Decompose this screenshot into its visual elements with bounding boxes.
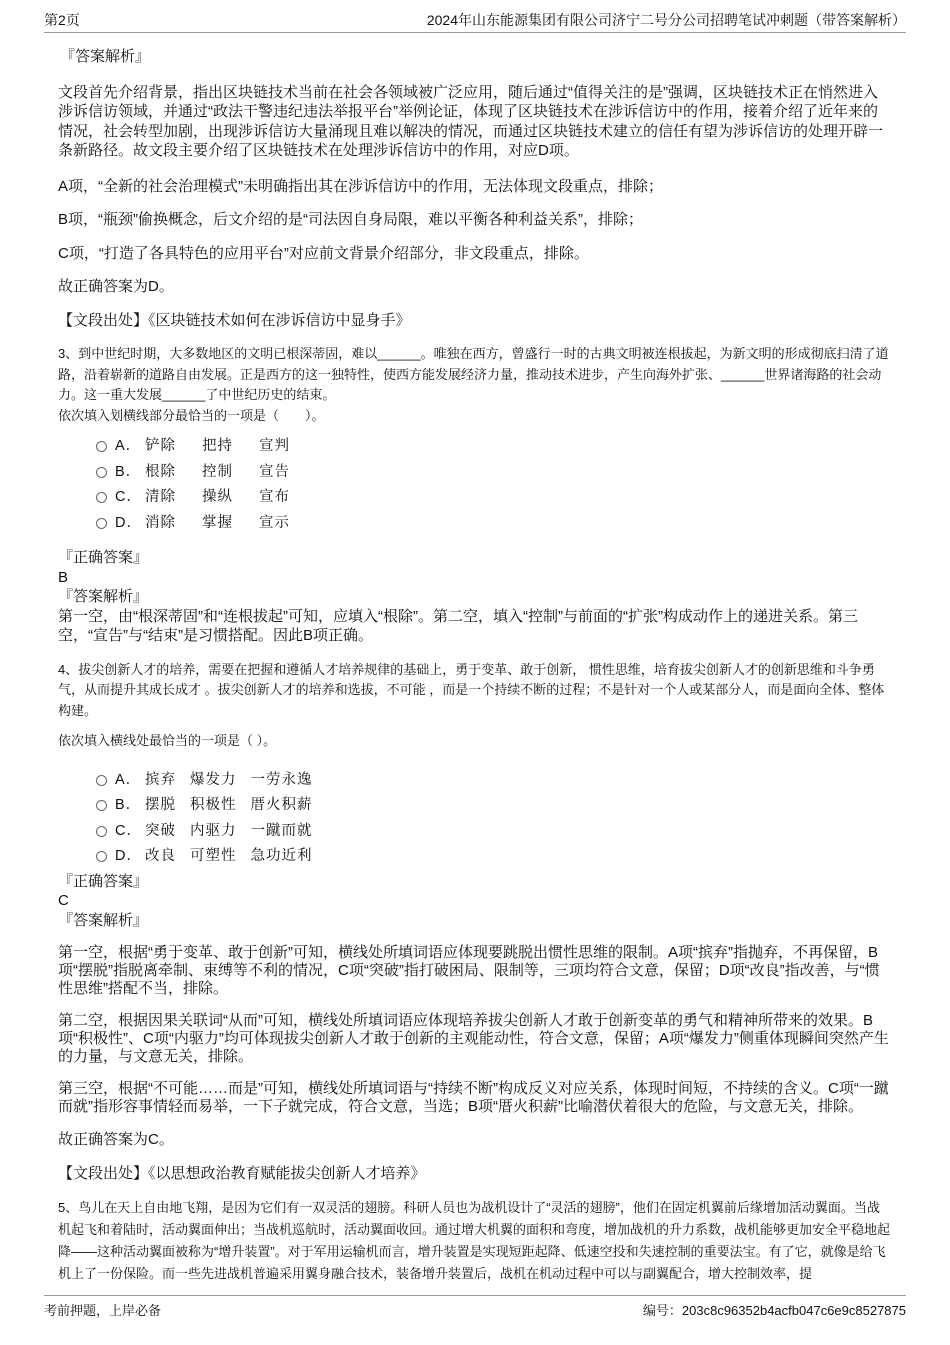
option-word: 突破 [145,822,176,839]
option-word: 摈弃 [145,771,176,788]
option-word: 铲除 [145,438,176,455]
option-key: B． [115,463,142,480]
conclusion: 故正确答案为D。 [58,278,174,295]
analysis-label: 『答案解析』 [60,48,151,65]
option-word: 爆发力 [190,771,237,788]
option-d[interactable] [96,842,890,868]
option-key: C． [115,489,142,506]
option-word: 消除 [145,514,176,531]
analysis-paragraph-2: 第二空，根据因果关联词“从而”可知，横线处所填词语应体现培养拔尖创新人才敢于创新变革的勇气和精神所带来的效果。B项“积极性”、C项“内驱力”均可体现拔尖创新人才敢于创新的主观能动性，符合文意，保留；A项“爆发力”侧重体现瞬间突然产生的力量，与文意无关，排除。 [58,1012,889,1065]
option-key: A． [115,771,142,788]
radio-button[interactable] [96,492,107,503]
correct-answer: B [58,568,69,586]
option-word: 改良 [145,848,176,865]
option-word: 根除 [145,463,176,480]
radio-button[interactable] [96,441,107,452]
question-4-stem: 4、拔尖创新人才的培养，需要在把握和遵循人才培养规律的基础上，勇于变革、敢于创新， 惯性思维，培育拔尖创新人才的创新思维和斗争勇气，从而提升其成长成才 。拔尖创新人才的培养和选拔，不可能 ，而是一个持续不断的过程；不是针对一个人或某部分人，而是面向全体、整体构建。 [58,661,885,718]
question-3-options [96,432,890,534]
option-key: B． [115,797,142,814]
option-d[interactable] [96,509,890,535]
analysis-text: 文段首先介绍背景，指出区块链技术当前在社会各领域被广泛应用，随后通过“值得关注的是”强调，区块链技术正在悄然进入涉诉信访领域，并通过“政法干警违纪违法举报平台”举例论证，体现了区块链技术在涉诉信访中的作用，接着介绍了近年来的情况，社会转型加剧，出现涉诉信访大量涌现且难以解决的情况，而通过区块链技术建立的信任有望为涉诉信访的处理开辟一条新路径。故文段主要介绍了区块链技术在处理涉诉信访中的作用，对应D项。 [58,83,884,159]
option-word: 操纵 [202,489,233,506]
option-word: 宣判 [259,438,290,455]
option-word: 一蹴而就 [250,822,313,839]
option-c[interactable] [96,483,890,509]
source: 【文段出处】《以思想政治教育赋能拔尖创新人才培养》 [58,1164,426,1182]
conclusion: 故正确答案为C。 [58,1131,174,1148]
radio-button[interactable] [96,775,107,786]
option-key: D． [115,514,142,531]
document-title: 2024年山东能源集团有限公司济宁二号分公司招聘笔试冲刺题（带答案解析） [426,12,906,28]
document-body [44,47,906,1285]
radio-button[interactable] [96,800,107,811]
page-header [44,0,906,33]
question-3-stem: 3、到中世纪时期，大多数地区的文明已根深蒂固，难以______。唯独在西方，曾盛行一时的古典文明被连根拔起，为新文明的形成彻底扫清了道路，沿着崭新的道路自由发展。正是西方的这一独特性，使西方能发展经济力量，推动技术进步，产生向海外扩张、______世界诸海路的社会动力。这一重大发展______了中世纪历史的结束。 [58,346,889,402]
correct-answer: C [58,892,69,909]
analysis-paragraph-1: 第一空，根据“勇于变革、敢于创新”可知，横线处所填词语应体现要跳脱出惯性思维的限制。A项“摈弃”指抛弃，不再保留，B项“摆脱”指脱离牵制、束缚等不利的情况，C项“突破”指打破困局、限制等，三项均符合文意，保留；D项“改良”指改善，与“惯性思维”搭配不当，排除。 [58,944,880,997]
analysis-option-b: B项，“瓶颈”偷换概念，后文介绍的是“司法因自身局限，难以平衡各种利益关系”，排除； [58,211,643,228]
option-b[interactable] [96,458,890,484]
analysis-option-a: A项，“全新的社会治理模式”未明确指出其在涉诉信访中的作用，无法体现文段重点，排除； [58,177,663,195]
analysis-paragraph-3: 第三空，根据“不可能……而是”可知，横线处所填词语与“持续不断”构成反义对应关系，体现时间短，不持续的含义。C项“一蹴而就”指形容事情轻而易举，一下子就完成，符合文意，当选；B项“厝火积薪”比喻潜伏着很大的危险，与文意无关，排除。 [58,1080,889,1115]
option-word: 宣示 [259,514,290,531]
option-word: 清除 [145,489,176,506]
option-key: C． [115,822,142,839]
source: 【文段出处】《区块链技术如何在涉诉信访中显身手》 [58,311,411,329]
option-word: 内驱力 [190,822,237,839]
option-word: 摆脱 [145,797,176,814]
page-footer [44,1295,906,1330]
analysis-label: 『答案解析』 [58,588,149,605]
question-3-prompt: 依次填入划横线部分最恰当的一项是（ ）。 [58,407,325,423]
analysis-option-c: C项，“打造了各具特色的应用平台”对应前文背景介绍部分，非文段重点，排除。 [58,244,589,262]
analysis-label: 『答案解析』 [58,911,149,929]
option-a[interactable] [96,432,890,458]
page-number: 第2页 [44,12,80,28]
radio-button[interactable] [96,467,107,478]
option-b[interactable] [96,791,890,817]
option-word: 急功近利 [250,848,313,865]
option-c[interactable] [96,817,890,843]
option-word: 控制 [202,463,233,480]
option-word: 厝火积薪 [250,797,313,814]
option-a[interactable] [96,766,890,792]
option-word: 可塑性 [190,848,237,865]
radio-button[interactable] [96,518,107,529]
question-4-options [96,766,890,868]
option-word: 一劳永逸 [250,771,313,788]
option-word: 把持 [202,438,233,455]
option-key: D． [115,848,142,865]
question-5-stem: 5、鸟儿在天上自由地飞翔，是因为它们有一双灵活的翅膀。科研人员也为战机设计了“灵活的翅膀”，他们在固定机翼前后缘增加活动翼面。当战机起飞和着陆时，活动翼面伸出；当战机巡航时，活动翼面收回。通过增大机翼的面积和弯度，增加战机的升力系数，战机能够更加安全平稳地起降——这种活动翼面被称为“增升装置”。对于军用运输机而言，增升装置是实现短距起降、低速空投和失速控制的重要法宝。有了它，就像是给飞机上了一份保险。而一些先进战机普遍采用翼身融合技术，装备增升装置后，战机在机动过程中可以与副翼配合，增大控制效率，提 [58,1200,891,1281]
question-4-prompt: 依次填入横线处最恰当的一项是（ ）。 [58,733,277,748]
radio-button[interactable] [96,826,107,837]
radio-button[interactable] [96,851,107,862]
correct-answer-label: 『正确答案』 [58,872,149,890]
option-key: A． [115,438,142,455]
footer-slogan: 考前押题，上岸必备 [44,1303,162,1318]
option-word: 宣告 [259,463,290,480]
analysis-text: 第一空，由“根深蒂固”和“连根拔起”可知，应填入“根除”。第二空，填入“控制”与前面的“扩张”构成动作上的递进关系。第三空，“宣告”与“结束”是习惯搭配。因此B项正确。 [58,607,858,644]
option-word: 掌握 [202,514,233,531]
document-id: 编号：203c8c96352b4acfb047c6e9c8527875 [642,1303,906,1318]
option-word: 宣布 [259,489,290,506]
option-word: 积极性 [190,797,237,814]
correct-answer-label: 『正确答案』 [58,549,149,566]
